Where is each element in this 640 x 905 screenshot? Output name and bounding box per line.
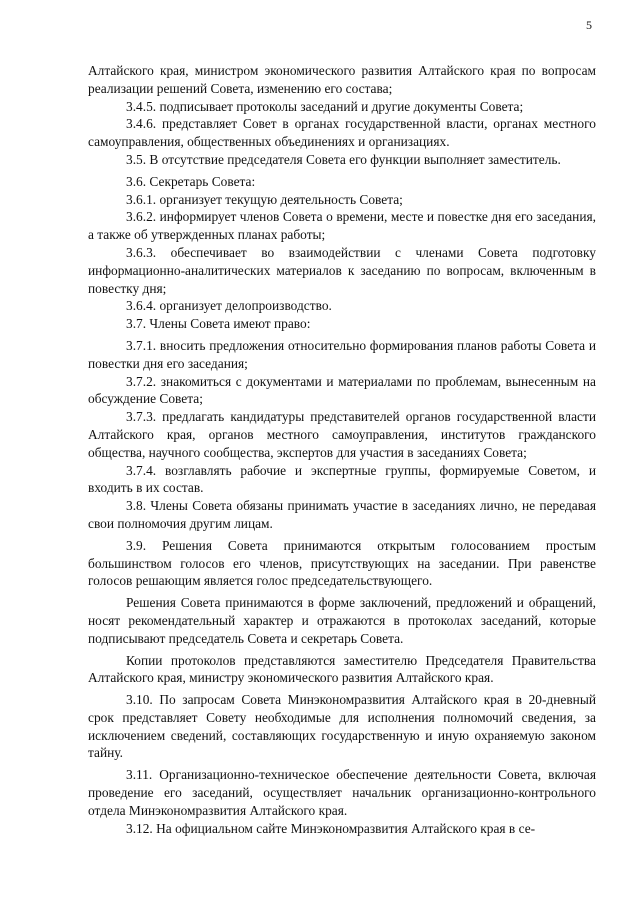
paragraph-3-7-4: 3.7.4. возглавлять рабочие и экспертные группы, формируемые Советом, и входить в их состав. — [88, 462, 596, 496]
paragraph-3-9: 3.9. Решения Совета принимаются открытым голосованием простым большинством голосов его членов, присутствующих на заседании. При равенстве голосов решающим является голос председательствующего. — [88, 537, 596, 589]
paragraph-3-6-3: 3.6.3. обеспечивает во взаимодействии с членами Совета подготовку информационно-аналитических материалов к заседанию по вопросам, включенным в повестку дня; — [88, 244, 596, 296]
paragraph-3-7: 3.7. Члены Совета имеют право: — [126, 316, 311, 332]
paragraph-3-6-4: 3.6.4. организует делопроизводство. — [126, 298, 332, 314]
paragraph-3-7-2: 3.7.2. знакомиться с документами и материалами по проблемам, вынесенным на обсуждение Совета; — [88, 373, 596, 407]
paragraph-3-11: 3.11. Организационно-техническое обеспечение деятельности Совета, включая проведение его заседаний, осуществляет начальник организационно-контрольного отдела Минэкономразвития Алтайского края. — [88, 767, 596, 818]
paragraph-3-5: 3.5. В отсутствие председателя Совета его функции выполняет заместитель. — [126, 151, 561, 167]
paragraph-continuation: Алтайского края, министром экономического развития Алтайского края по вопросам реализации решений Совета, изменению его состава; — [88, 63, 596, 96]
paragraph-3-10: 3.10. По запросам Совета Минэкономразвития Алтайского края в 20-дневный срок представляет Совету необходимые для исполнения полномочий сведения, за исключением сведений, составляющих государственную и иную охраняемую законом тайну. — [88, 692, 596, 761]
paragraph-3-4-5: 3.4.5. подписывает протоколы заседаний и другие документы Совета; — [126, 98, 524, 114]
paragraph-decisions-form: Решения Совета принимаются в форме заключений, предложений и обращений, носят рекомендательный характер и отражаются в протоколах заседаний, которые подписывают председатель Совета и секретарь Совета. — [88, 595, 596, 646]
paragraph-3-4-6: 3.4.6. представляет Совет в органах государственной власти, органах местного самоуправления, общественных объединениях и организациях. — [88, 116, 596, 150]
paragraph-3-6-2: 3.6.2. информирует членов Совета о времени, месте и повестке дня его заседания, а также об утвержденных планах работы; — [88, 209, 596, 243]
paragraph-protocol-copies: Копии протоколов представляются заместителю Председателя Правительства Алтайского края, министру экономического развития Алтайского края. — [88, 652, 596, 686]
paragraph-3-6-1: 3.6.1. организует текущую деятельность Совета; — [126, 191, 403, 207]
paragraph-3-7-3: 3.7.3. предлагать кандидатуры представителей органов государственной власти Алтайского края, органов местного самоуправления, институтов гражданского общества, научного сообщества, экспертов для участия в заседаниях Совета; — [88, 409, 596, 460]
paragraph-3-8: 3.8. Члены Совета обязаны принимать участие в заседаниях лично, не передавая свои полномочия другим лицам. — [88, 498, 596, 531]
document-body — [88, 62, 596, 837]
paragraph-3-6: 3.6. Секретарь Совета: — [126, 173, 256, 189]
paragraph-3-12: 3.12. На официальном сайте Минэкономразвития Алтайского края в се- — [126, 820, 536, 836]
page-number: 5 — [586, 18, 592, 32]
paragraph-3-7-1: 3.7.1. вносить предложения относительно формирования планов работы Совета и повестки дня его заседания; — [88, 337, 596, 371]
